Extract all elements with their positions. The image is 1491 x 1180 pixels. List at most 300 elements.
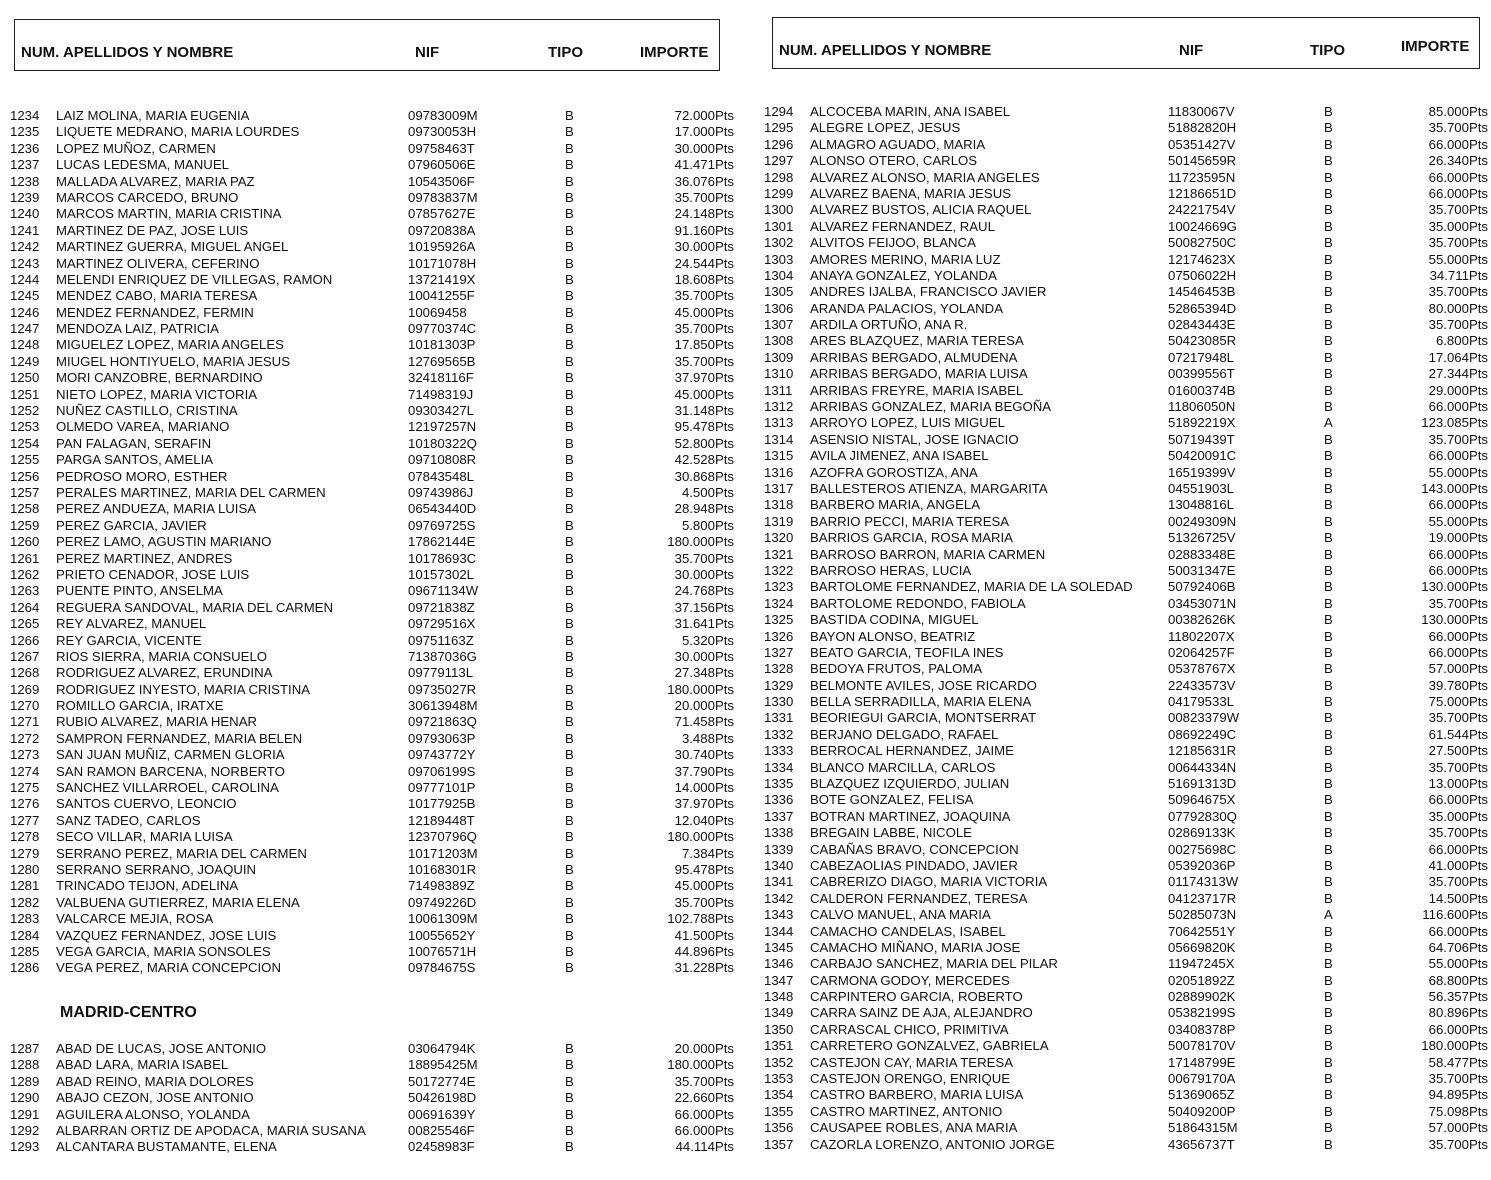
row-name: AMORES MERINO, MARIA LUZ — [810, 251, 1001, 267]
row-nif: 10195926A — [408, 239, 476, 255]
table-row — [8, 928, 738, 944]
row-nif: 02458983F — [408, 1139, 475, 1155]
table-row — [764, 530, 1491, 546]
row-importe: 30.000Pts — [674, 566, 734, 582]
row-number: 1297 — [764, 153, 794, 169]
row-tipo: B — [1324, 333, 1333, 349]
row-number: 1283 — [10, 911, 40, 927]
row-nif: 03453071N — [1168, 595, 1237, 611]
row-number: 1306 — [764, 300, 794, 316]
row-number: 1271 — [10, 714, 40, 730]
row-importe: 116.600Pts — [1422, 907, 1488, 923]
table-row — [764, 170, 1491, 186]
row-nif: 05351427V — [1168, 136, 1236, 152]
row-nif: 09729516X — [408, 616, 476, 632]
row-name: BALLESTEROS ATIENZA, MARGARITA — [810, 480, 1048, 496]
row-tipo: B — [1324, 235, 1333, 251]
row-name: PEREZ LAMO, AGUSTIN MARIANO — [56, 534, 272, 550]
row-name: BARTOLOME REDONDO, FABIOLA — [810, 595, 1026, 611]
row-nif: 07843548L — [408, 468, 475, 484]
row-number: 1275 — [10, 780, 40, 796]
row-importe: 35.700Pts — [674, 288, 734, 304]
table-row — [8, 633, 738, 649]
table-row — [8, 256, 738, 272]
row-number: 1355 — [764, 1103, 794, 1119]
table-row — [8, 764, 738, 780]
table-row — [764, 825, 1491, 841]
row-nif: 05382199S — [1168, 1005, 1236, 1021]
row-nif: 10177925B — [408, 796, 476, 812]
table-row — [764, 891, 1491, 907]
row-nif: 09779113L — [408, 665, 474, 681]
table-row — [8, 567, 738, 583]
row-name: CAMACHO MIÑANO, MARIA JOSE — [810, 939, 1021, 955]
row-importe: 180.000Pts — [667, 534, 734, 550]
row-name: ALEGRE LOPEZ, JESUS — [810, 120, 961, 136]
table-row — [8, 583, 738, 599]
row-importe: 35.700Pts — [1428, 1136, 1488, 1152]
row-nif: 10168301R — [408, 861, 477, 877]
row-importe: 39.780Pts — [1428, 677, 1488, 693]
row-importe: 180.000Pts — [667, 1057, 734, 1073]
row-name: SANZ TADEO, CARLOS — [56, 812, 201, 828]
row-importe: 35.700Pts — [1428, 120, 1488, 136]
row-number: 1278 — [10, 829, 40, 845]
table-row — [8, 682, 738, 698]
table-row — [764, 1104, 1491, 1120]
row-tipo: B — [1324, 136, 1333, 152]
row-number: 1272 — [10, 730, 40, 746]
table-row — [8, 780, 738, 796]
row-importe: 66.000Pts — [1428, 497, 1488, 513]
table-row — [764, 1055, 1491, 1071]
row-nif: 09769725S — [408, 517, 476, 533]
row-tipo: B — [565, 222, 574, 238]
table-row — [764, 547, 1491, 563]
row-nif: 09743772Y — [408, 747, 476, 763]
row-importe: 66.000Pts — [1428, 1021, 1488, 1037]
row-name: ARES BLAZQUEZ, MARIA TERESA — [810, 333, 1024, 349]
table-row — [8, 1090, 738, 1106]
row-tipo: B — [565, 1041, 574, 1056]
row-number: 1308 — [764, 333, 794, 349]
row-importe: 143.000Pts — [1421, 480, 1488, 496]
row-number: 1267 — [10, 648, 40, 664]
table-row — [8, 911, 738, 927]
row-tipo: B — [1324, 1071, 1333, 1087]
row-importe: 35.700Pts — [1428, 284, 1488, 300]
row-nif: 10061309M — [408, 911, 478, 927]
table-row — [8, 387, 738, 403]
table-row — [764, 743, 1491, 759]
row-number: 1310 — [764, 366, 794, 382]
row-importe: 71.458Pts — [674, 714, 734, 730]
row-tipo: B — [1324, 989, 1333, 1005]
row-tipo: B — [565, 1106, 574, 1122]
row-tipo: B — [1324, 1087, 1333, 1103]
row-tipo: B — [565, 206, 574, 222]
row-name: MARTINEZ DE PAZ, JOSE LUIS — [56, 222, 249, 238]
header-nif: NIF — [1179, 42, 1204, 59]
row-importe: 4.500Pts — [681, 484, 734, 500]
row-tipo: B — [1324, 972, 1333, 988]
row-importe: 13.000Pts — [1428, 776, 1488, 792]
row-tipo: B — [565, 681, 574, 697]
row-importe: 37.970Pts — [674, 796, 734, 812]
table-row — [764, 350, 1491, 366]
row-number: 1261 — [10, 550, 40, 566]
row-number: 1327 — [764, 644, 794, 660]
row-importe: 35.700Pts — [1428, 874, 1488, 890]
row-tipo: B — [565, 1122, 574, 1138]
row-tipo: B — [565, 173, 574, 189]
row-number: 1330 — [764, 694, 794, 710]
row-number: 1280 — [10, 861, 40, 877]
table-row — [764, 1071, 1491, 1087]
table-row — [8, 1074, 738, 1090]
row-tipo: B — [1324, 939, 1333, 955]
row-name: BELLA SERRADILLA, MARIA ELENA — [810, 694, 1032, 710]
header-tipo: TIPO — [1310, 42, 1346, 59]
table-row — [8, 649, 738, 665]
row-name: ARRIBAS FREYRE, MARIA ISABEL — [810, 382, 1024, 398]
row-importe: 41.500Pts — [674, 927, 734, 943]
row-nif: 51882820H — [1168, 120, 1237, 136]
row-tipo: B — [565, 255, 574, 271]
table-row — [8, 1123, 738, 1139]
table-row — [8, 501, 738, 517]
row-nif: 52865394D — [1168, 300, 1237, 316]
table-row — [8, 616, 738, 632]
row-importe: 95.478Pts — [674, 861, 734, 877]
table-row — [764, 1120, 1491, 1136]
row-importe: 55.000Pts — [1428, 251, 1488, 267]
row-importe: 5.800Pts — [681, 517, 734, 533]
row-name: BASTIDA CODINA, MIGUEL — [810, 612, 979, 628]
row-name: VALCARCE MEJIA, ROSA — [56, 911, 214, 927]
table-row — [764, 448, 1491, 464]
row-importe: 35.700Pts — [674, 353, 734, 369]
row-tipo: B — [1324, 267, 1333, 283]
row-tipo: B — [565, 730, 574, 746]
row-name: ASENSIO NISTAL, JOSE IGNACIO — [810, 431, 1019, 447]
row-nif: 50409200P — [1168, 1103, 1236, 1119]
row-importe: 35.700Pts — [1428, 595, 1488, 611]
table-row — [8, 534, 738, 550]
row-tipo: B — [565, 370, 574, 386]
row-nif: 32418116F — [408, 370, 474, 386]
row-tipo: B — [565, 796, 574, 812]
row-importe: 17.000Pts — [674, 124, 734, 140]
row-importe: 57.000Pts — [1428, 661, 1488, 677]
row-nif: 07217948L — [1168, 349, 1235, 365]
row-tipo: B — [565, 1139, 574, 1155]
row-name: BOTRAN MARTINEZ, JOAQUINA — [810, 808, 1011, 824]
row-importe: 30.740Pts — [674, 747, 734, 763]
row-name: ABAD LARA, MARIA ISABEL — [56, 1057, 229, 1073]
row-name: AGUILERA ALONSO, YOLANDA — [56, 1106, 250, 1122]
row-tipo: B — [1324, 792, 1333, 808]
row-name: REY ALVAREZ, MANUEL — [56, 616, 207, 632]
row-importe: 37.970Pts — [674, 370, 734, 386]
row-number: 1346 — [764, 956, 794, 972]
row-tipo: B — [1324, 1021, 1333, 1037]
row-number: 1245 — [10, 288, 40, 304]
row-name: REY GARCIA, VICENTE — [56, 632, 202, 648]
row-number: 1270 — [10, 698, 40, 714]
table-row — [8, 960, 738, 976]
row-name: ARROYO LOPEZ, LUIS MIGUEL — [810, 415, 1005, 431]
row-number: 1316 — [764, 464, 794, 480]
row-importe: 66.000Pts — [1428, 562, 1488, 578]
table-row — [8, 796, 738, 812]
table-row — [8, 305, 738, 321]
row-number: 1302 — [764, 235, 794, 251]
row-number: 1357 — [764, 1136, 794, 1152]
left-list-b — [8, 1041, 738, 1156]
row-name: PRIETO CENADOR, JOSE LUIS — [56, 566, 250, 582]
row-tipo: B — [565, 599, 574, 615]
row-name: LIQUETE MEDRANO, MARIA LOURDES — [56, 124, 300, 140]
row-importe: 31.228Pts — [674, 960, 734, 976]
row-number: 1263 — [10, 583, 40, 599]
row-number: 1315 — [764, 448, 794, 464]
row-tipo: B — [565, 189, 574, 205]
row-importe: 180.000Pts — [1421, 1038, 1488, 1054]
row-importe: 19.000Pts — [1428, 530, 1488, 546]
row-number: 1276 — [10, 796, 40, 812]
table-row — [8, 944, 738, 960]
row-importe: 35.700Pts — [674, 894, 734, 910]
table-row — [8, 846, 738, 862]
row-number: 1269 — [10, 681, 40, 697]
row-nif: 09751163Z — [408, 632, 474, 648]
row-nif: 00823379W — [1168, 710, 1240, 726]
row-name: ALVAREZ BAENA, MARIA JESUS — [810, 185, 1012, 201]
row-number: 1335 — [764, 776, 794, 792]
row-tipo: B — [565, 386, 574, 402]
row-name: REGUERA SANDOVAL, MARIA DEL CARMEN — [56, 599, 333, 615]
row-number: 1291 — [10, 1106, 40, 1122]
row-name: BREGAIN LABBE, NICOLE — [810, 825, 972, 841]
table-row — [764, 1022, 1491, 1038]
table-row — [764, 629, 1491, 645]
row-number: 1347 — [764, 972, 794, 988]
row-number: 1341 — [764, 874, 794, 890]
row-tipo: B — [1324, 1103, 1333, 1119]
row-tipo: B — [1324, 612, 1333, 628]
row-name: CARPINTERO GARCIA, ROBERTO — [810, 989, 1023, 1005]
row-importe: 31.641Pts — [674, 616, 734, 632]
row-tipo: B — [565, 271, 574, 287]
row-number: 1336 — [764, 792, 794, 808]
row-importe: 18.608Pts — [674, 271, 734, 287]
row-nif: 10178693C — [408, 550, 477, 566]
row-importe: 45.000Pts — [674, 304, 734, 320]
row-nif: 04179533L — [1168, 694, 1235, 710]
row-importe: 58.477Pts — [1428, 1054, 1488, 1070]
row-number: 1236 — [10, 140, 40, 156]
row-tipo: B — [1324, 808, 1333, 824]
row-importe: 66.000Pts — [1428, 546, 1488, 562]
row-name: BARROSO BARRON, MARIA CARMEN — [810, 546, 1046, 562]
row-importe: 180.000Pts — [667, 829, 734, 845]
row-nif: 24221754V — [1168, 202, 1236, 218]
row-tipo: B — [1324, 349, 1333, 365]
row-number: 1240 — [10, 206, 40, 222]
table-row — [8, 206, 738, 222]
row-name: CALVO MANUEL, ANA MARIA — [810, 907, 991, 923]
row-number: 1301 — [764, 218, 794, 234]
row-tipo: B — [565, 501, 574, 517]
row-nif: 07857627E — [408, 206, 476, 222]
row-tipo: B — [1324, 710, 1333, 726]
row-importe: 35.700Pts — [1428, 759, 1488, 775]
row-number: 1273 — [10, 747, 40, 763]
row-tipo: B — [565, 911, 574, 927]
row-tipo: B — [1324, 759, 1333, 775]
row-nif: 09777101P — [408, 780, 476, 796]
row-nif: 71498319J — [408, 386, 474, 402]
row-nif: 50031347E — [1168, 562, 1236, 578]
table-row — [764, 1038, 1491, 1054]
row-name: MALLADA ALVAREZ, MARIA PAZ — [56, 173, 255, 189]
row-number: 1321 — [764, 546, 794, 562]
row-number: 1295 — [764, 120, 794, 136]
row-importe: 66.000Pts — [1428, 448, 1488, 464]
row-nif: 11947245X — [1168, 956, 1235, 972]
row-name: SAN RAMON BARCENA, NORBERTO — [56, 763, 285, 779]
row-importe: 95.478Pts — [674, 419, 734, 435]
row-name: VALBUENA GUTIERREZ, MARIA ELENA — [56, 894, 300, 910]
row-number: 1260 — [10, 534, 40, 550]
table-row — [8, 354, 738, 370]
row-nif: 07960506E — [408, 157, 476, 173]
row-name: ALVAREZ BUSTOS, ALICIA RAQUEL — [810, 202, 1032, 218]
row-name: CARBAJO SANCHEZ, MARIA DEL PILAR — [810, 956, 1058, 972]
row-number: 1313 — [764, 415, 794, 431]
row-tipo: A — [1324, 907, 1333, 923]
row-number: 1246 — [10, 304, 40, 320]
row-number: 1292 — [10, 1122, 40, 1138]
row-importe: 66.000Pts — [1428, 136, 1488, 152]
row-number: 1290 — [10, 1090, 40, 1106]
table-row — [764, 137, 1491, 153]
row-importe: 66.000Pts — [674, 1106, 734, 1122]
row-nif: 05392036P — [1168, 857, 1236, 873]
row-name: ALMAGRO AGUADO, MARIA — [810, 136, 986, 152]
row-name: ALVAREZ ALONSO, MARIA ANGELES — [810, 169, 1040, 185]
row-name: CALDERON FERNANDEZ, TERESA — [810, 890, 1028, 906]
row-nif: 09783009M — [408, 108, 478, 123]
row-name: CASTEJON CAY, MARIA TERESA — [810, 1054, 1013, 1070]
table-row — [8, 157, 738, 173]
row-nif: 14546453B — [1168, 284, 1236, 300]
row-nif: 09784675S — [408, 960, 476, 976]
table-row — [764, 514, 1491, 530]
row-name: NIETO LOPEZ, MARIA VICTORIA — [56, 386, 258, 402]
table-row — [8, 600, 738, 616]
row-tipo: B — [1324, 218, 1333, 234]
row-number: 1238 — [10, 173, 40, 189]
row-number: 1282 — [10, 894, 40, 910]
row-importe: 85.000Pts — [1428, 104, 1488, 119]
row-number: 1326 — [764, 628, 794, 644]
row-nif: 50423085R — [1168, 333, 1237, 349]
row-importe: 35.700Pts — [674, 550, 734, 566]
row-tipo: B — [1324, 448, 1333, 464]
row-nif: 10171203M — [408, 845, 478, 861]
row-name: MENDOZA LAIZ, PATRICIA — [56, 321, 219, 337]
row-importe: 44.114Pts — [675, 1139, 734, 1155]
row-nif: 30613948M — [408, 698, 478, 714]
row-tipo: B — [1324, 923, 1333, 939]
row-number: 1337 — [764, 808, 794, 824]
row-importe: 35.000Pts — [1428, 808, 1488, 824]
row-name: NUÑEZ CASTILLO, CRISTINA — [56, 403, 238, 419]
row-nif: 51369065Z — [1168, 1087, 1235, 1103]
row-number: 1274 — [10, 763, 40, 779]
table-row — [8, 1107, 738, 1123]
row-nif: 09706199S — [408, 763, 476, 779]
table-row — [764, 317, 1491, 333]
row-number: 1324 — [764, 595, 794, 611]
row-nif: 10041255F — [408, 288, 475, 304]
row-number: 1304 — [764, 267, 794, 283]
row-nif: 10069458 — [408, 304, 467, 320]
row-tipo: B — [565, 943, 574, 959]
row-importe: 34.711Pts — [1429, 267, 1488, 283]
row-nif: 51864315M — [1168, 1120, 1238, 1136]
row-nif: 12370796Q — [408, 829, 477, 845]
row-number: 1329 — [764, 677, 794, 693]
row-number: 1287 — [10, 1041, 40, 1056]
row-name: CASTEJON ORENGO, ENRIQUE — [810, 1071, 1011, 1087]
table-row — [8, 370, 738, 386]
row-importe: 64.706Pts — [1428, 939, 1488, 955]
table-header-right — [772, 17, 1480, 69]
row-name: ARDILA ORTUÑO, ANA R. — [810, 317, 968, 333]
row-nif: 06543440D — [408, 501, 477, 517]
row-nif: 12185631R — [1168, 743, 1237, 759]
row-number: 1353 — [764, 1071, 794, 1087]
row-number: 1286 — [10, 960, 40, 976]
row-number: 1259 — [10, 517, 40, 533]
row-name: BEDOYA FRUTOS, PALOMA — [810, 661, 983, 677]
row-tipo: B — [1324, 1054, 1333, 1070]
row-tipo: B — [1324, 562, 1333, 578]
row-number: 1343 — [764, 907, 794, 923]
row-name: PEREZ MARTINEZ, ANDRES — [56, 550, 233, 566]
row-number: 1322 — [764, 562, 794, 578]
row-tipo: B — [565, 583, 574, 599]
row-tipo: B — [1324, 825, 1333, 841]
row-tipo: B — [565, 239, 574, 255]
row-tipo: B — [1324, 104, 1333, 119]
row-nif: 10157302L — [408, 566, 475, 582]
table-row — [8, 223, 738, 239]
row-tipo: B — [1324, 284, 1333, 300]
row-nif: 22433573V — [1168, 677, 1236, 693]
row-name: SECO VILLAR, MARIA LUISA — [56, 829, 233, 845]
row-name: MARCOS MARTIN, MARIA CRISTINA — [56, 206, 282, 222]
row-name: BARRIOS GARCIA, ROSA MARIA — [810, 530, 1013, 546]
row-name: MENDEZ CABO, MARIA TERESA — [56, 288, 258, 304]
row-tipo: B — [1324, 382, 1333, 398]
left-list-a — [8, 108, 738, 977]
row-importe: 44.896Pts — [674, 943, 734, 959]
table-row — [764, 727, 1491, 743]
